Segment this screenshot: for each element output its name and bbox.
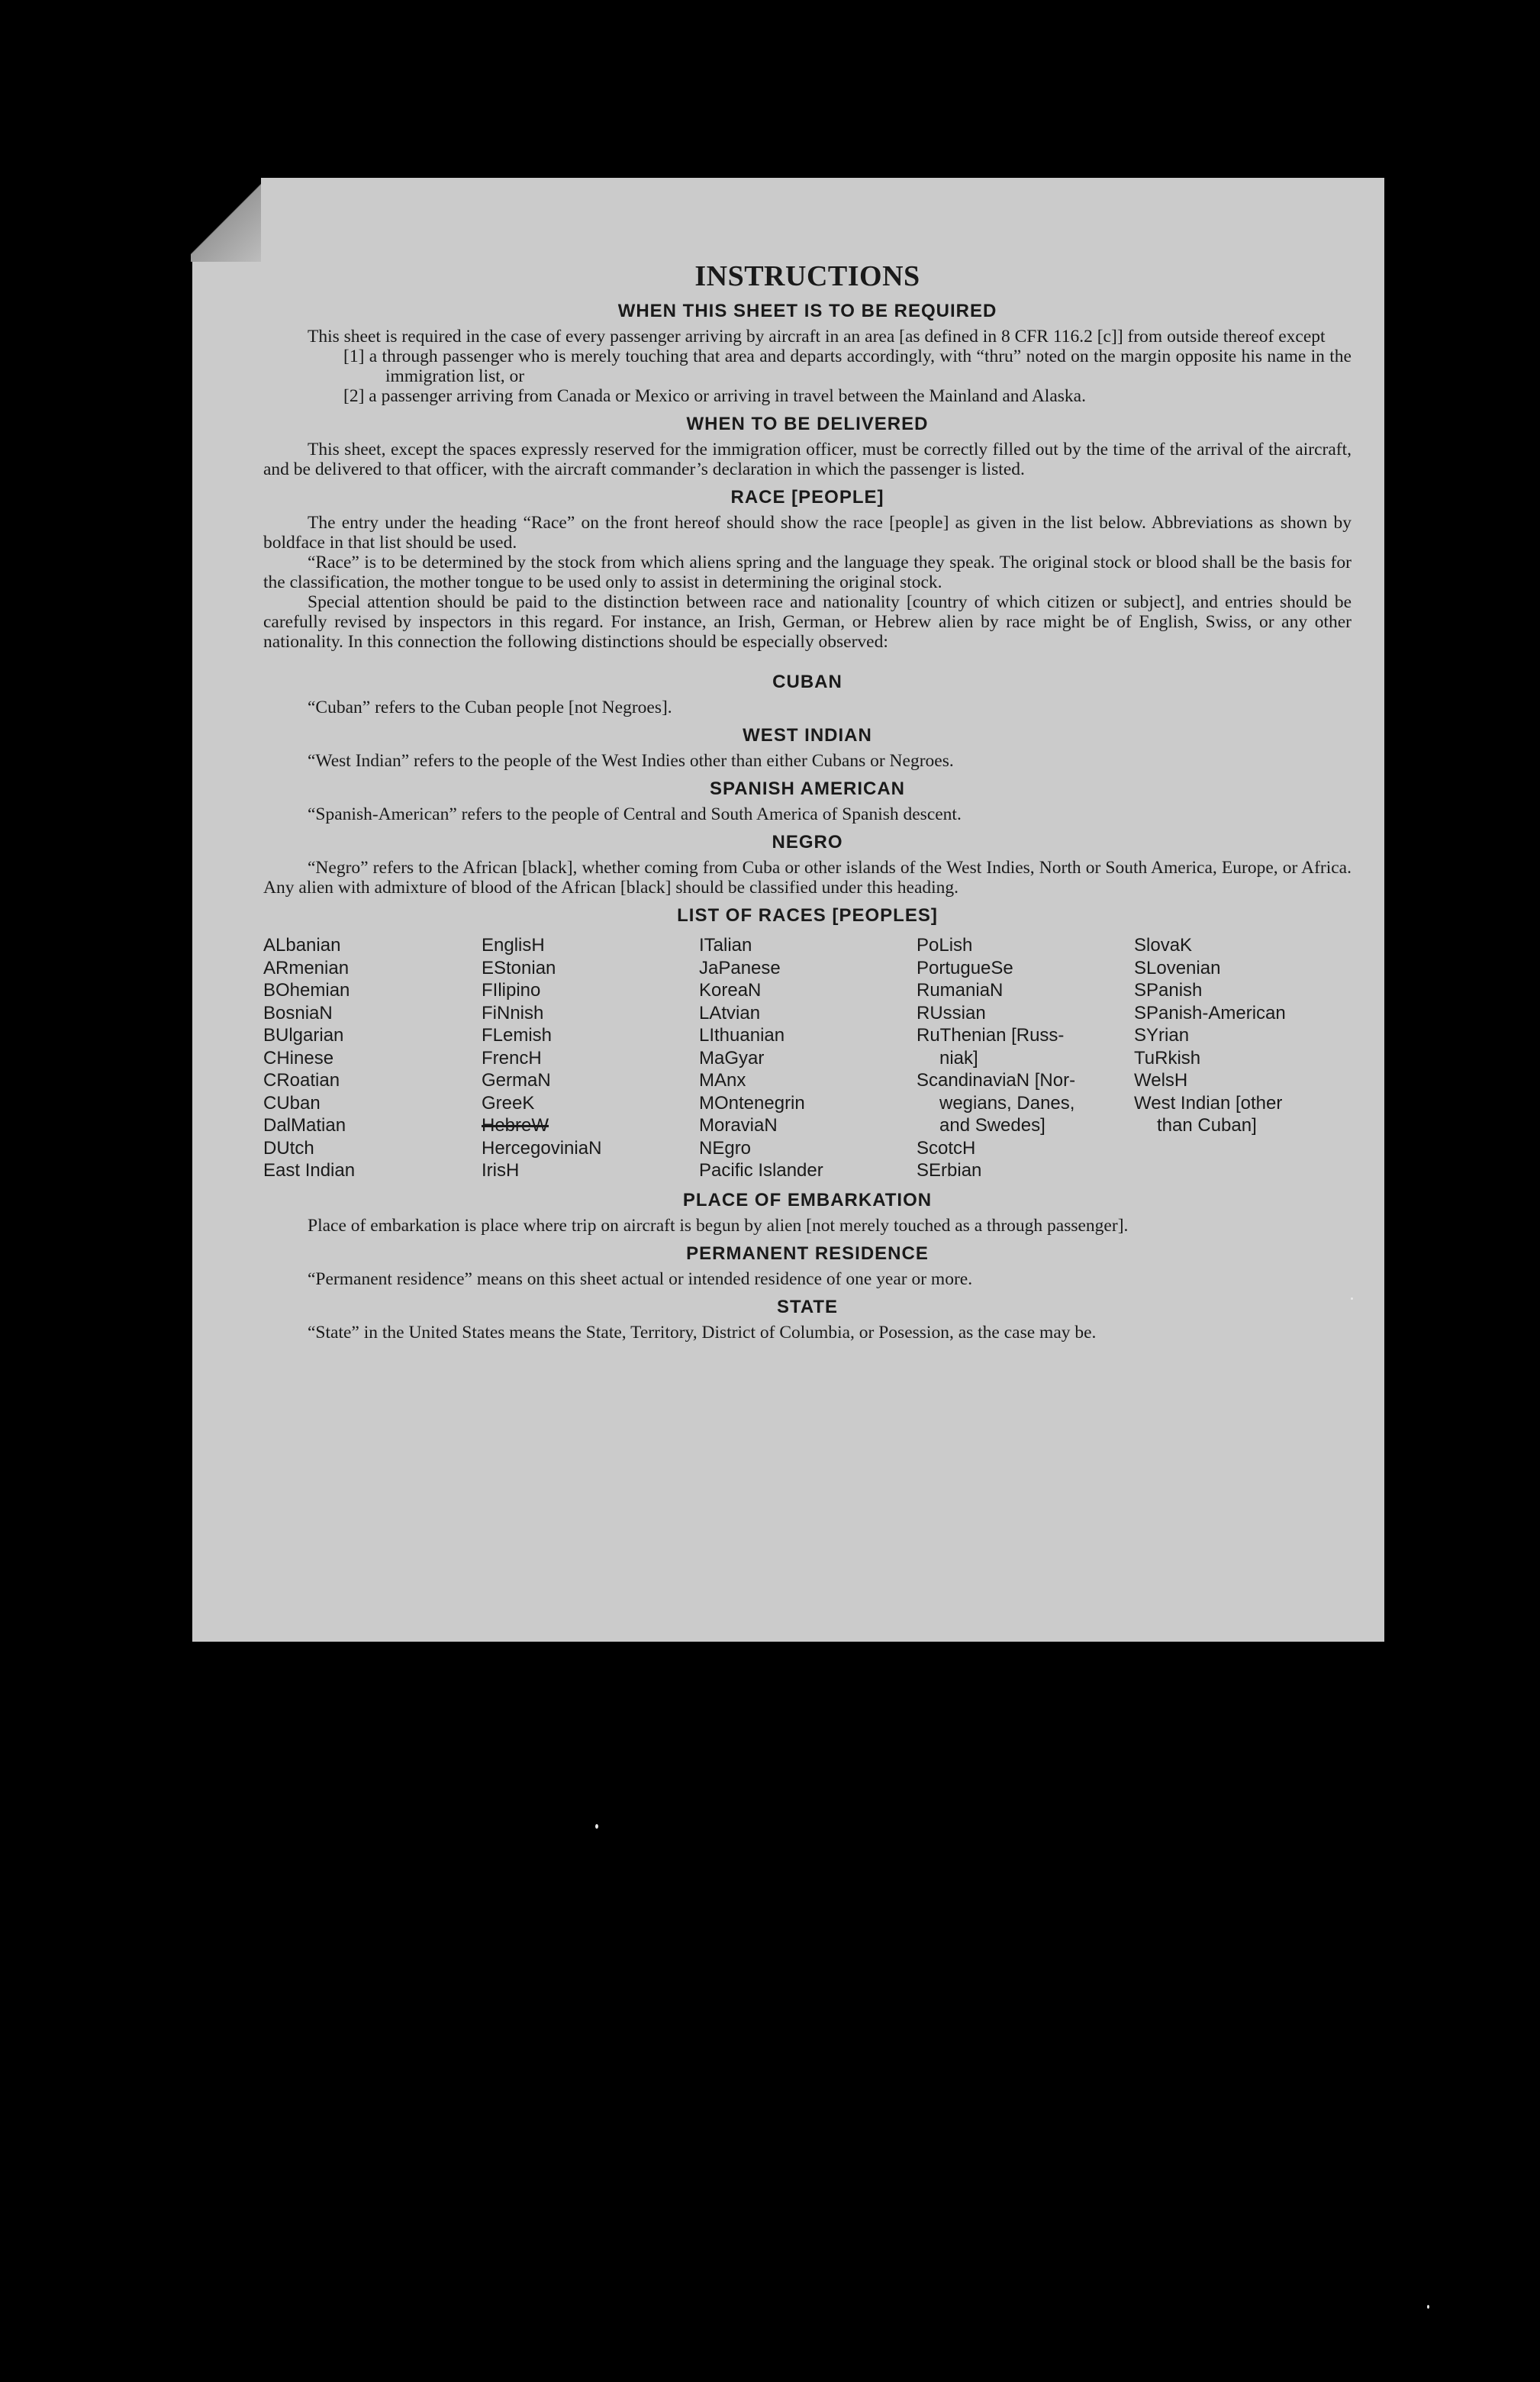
- race-item: MAnx: [699, 1070, 746, 1091]
- race-item-continued: than Cuban]: [1157, 1115, 1257, 1136]
- state-text: “State” in the United States means the State, Territory, District of Columbia, or Posession, as the case may be.: [308, 1322, 1097, 1342]
- delivered-text: This sheet, except the spaces expressly reserved for the immigration officer, must be correctly filled out by the time of the arrival of the aircraft, and be delivered to that officer, with the aircraft commander’s declaration in which the passenger is listed.: [263, 440, 1352, 479]
- race-item: GermaN: [482, 1070, 551, 1091]
- race-item: West Indian [other: [1134, 1092, 1283, 1114]
- race-item-continued: niak]: [939, 1047, 978, 1069]
- race-item: PortugueSe: [917, 957, 1013, 978]
- race-item: EnglisH: [482, 935, 545, 956]
- race-item: BosniaN: [263, 1002, 333, 1023]
- race-item: BOhemian: [263, 980, 350, 1001]
- race-item: KoreaN: [699, 980, 762, 1001]
- races-column-3: [699, 934, 917, 1182]
- heading-permanent-residence: PERMANENT RESIDENCE: [686, 1243, 929, 1264]
- required-item-2: [2] a passenger arriving from Canada or Mexico or arriving in travel between the Mainland and Alaska.: [343, 386, 1086, 406]
- race-item: BUlgarian: [263, 1025, 344, 1046]
- race-item: Pacific Islander: [699, 1160, 823, 1181]
- race-item: SPanish-American: [1134, 1002, 1286, 1023]
- race-item: LAtvian: [699, 1002, 761, 1023]
- race-paragraph-3: Special attention should be paid to the distinction between race and nationality [country of which citizen or subject], and entries should be carefully revised by inspectors in this regard. For instance, an Irish, German, or Hebrew alien by race might be of English, Swiss, or any other nationality. In this connection the following distinctions should be especially observed:: [263, 592, 1352, 652]
- heading-west-indian: WEST INDIAN: [743, 725, 872, 746]
- race-item: SYrian: [1134, 1025, 1190, 1046]
- races-column-4: [917, 934, 1134, 1182]
- heading-required: WHEN THIS SHEET IS TO BE REQUIRED: [617, 301, 997, 321]
- race-item: DUtch: [263, 1137, 314, 1159]
- race-paragraph-2: “Race” is to be determined by the stock from which aliens spring and the language they speak. The original stock or blood shall be the basis for the classification, the mother tongue to be used only to assist in determining the original stock.: [263, 553, 1352, 592]
- race-item: SlovaK: [1134, 935, 1193, 956]
- race-item: East Indian: [263, 1160, 356, 1181]
- negro-text: “Negro” refers to the African [black], whether coming from Cuba or other islands of the West Indies, North or South America, Europe, or Africa. Any alien with admixture of blood of the African [black] should be classified under this heading.: [263, 858, 1352, 898]
- residence-text: “Permanent residence” means on this sheet actual or intended residence of one year or more.: [308, 1268, 973, 1289]
- heading-delivered: WHEN TO BE DELIVERED: [686, 414, 929, 434]
- race-item: PoLish: [917, 935, 973, 956]
- race-item: HercegoviniaN: [482, 1137, 602, 1159]
- race-item: MoraviaN: [699, 1115, 778, 1136]
- heading-negro: NEGRO: [772, 832, 843, 853]
- heading-state: STATE: [776, 1296, 839, 1317]
- race-item: CRoatian: [263, 1070, 340, 1091]
- races-column-5: [1134, 934, 1352, 1182]
- heading-cuban: CUBAN: [772, 672, 842, 692]
- scan-speck: [1427, 2305, 1429, 2309]
- race-item: GreeK: [482, 1092, 535, 1114]
- race-item: FIlipino: [482, 980, 541, 1001]
- race-item-struck: HebreW: [482, 1115, 549, 1136]
- scan-speck: [595, 1824, 598, 1829]
- race-item: RuThenian [Russ-: [917, 1025, 1065, 1046]
- race-item: FrencH: [482, 1047, 542, 1069]
- race-item: FLemish: [482, 1025, 553, 1046]
- race-item: MOntenegrin: [699, 1092, 805, 1114]
- race-item: JaPanese: [699, 957, 781, 978]
- race-item: ScotcH: [917, 1137, 976, 1159]
- race-item: DalMatian: [263, 1115, 346, 1136]
- instructions-content: [263, 259, 1352, 1342]
- race-item-continued: and Swedes]: [939, 1115, 1045, 1136]
- race-item: RUssian: [917, 1002, 986, 1023]
- race-item-continued: wegians, Danes,: [939, 1092, 1075, 1114]
- race-item: IrisH: [482, 1160, 520, 1181]
- race-item: FiNnish: [482, 1002, 544, 1023]
- race-item: ITalian: [699, 935, 752, 956]
- race-item: WelsH: [1134, 1070, 1188, 1091]
- page-title: INSTRUCTIONS: [694, 260, 920, 292]
- race-item: SErbian: [917, 1160, 982, 1181]
- heading-spanish-american: SPANISH AMERICAN: [709, 778, 905, 799]
- race-item: SPanish: [1134, 980, 1203, 1001]
- race-item: CHinese: [263, 1047, 334, 1069]
- race-item: LIthuanian: [699, 1025, 785, 1046]
- west-indian-text: “West Indian” refers to the people of the West Indies other than either Cubans or Negroes.: [308, 751, 954, 771]
- cuban-text: “Cuban” refers to the Cuban people [not Negroes].: [308, 698, 672, 717]
- heading-embarkation: PLACE OF EMBARKATION: [682, 1189, 933, 1210]
- required-item-1: [1] a through passenger who is merely touching that area and departs accordingly, with “thru” noted on the margin opposite his name in the immigration list, or: [343, 347, 1352, 386]
- races-column-1: [263, 934, 482, 1182]
- race-item: RumaniaN: [917, 980, 1004, 1001]
- heading-list-of-races: LIST OF RACES [PEOPLES]: [677, 905, 938, 926]
- heading-race: RACE [PEOPLE]: [730, 487, 884, 508]
- folded-corner: [191, 178, 261, 262]
- race-item: TuRkish: [1134, 1047, 1201, 1069]
- race-item: SLovenian: [1134, 957, 1221, 978]
- required-intro: This sheet is required in the case of every passenger arriving by aircraft in an area [as defined in 8 CFR 116.2 [c]] from outside thereof except: [308, 327, 1326, 347]
- races-list: [263, 934, 1352, 1182]
- scan-speck: [1351, 1297, 1353, 1300]
- race-item: MaGyar: [699, 1047, 765, 1069]
- race-item: ScandinaviaN [Nor-: [917, 1070, 1076, 1091]
- spanish-american-text: “Spanish-American” refers to the people of Central and South America of Spanish descent.: [308, 804, 962, 824]
- races-column-2: [482, 934, 699, 1182]
- race-item: ARmenian: [263, 957, 350, 978]
- race-item: EStonian: [482, 957, 556, 978]
- race-paragraph-1: The entry under the heading “Race” on the front hereof should show the race [people] as given in the list below. Abbreviations as shown by boldface in that list should be used.: [263, 513, 1352, 553]
- race-item: NEgro: [699, 1137, 752, 1159]
- race-item: ALbanian: [263, 935, 341, 956]
- race-item: CUban: [263, 1092, 321, 1114]
- embarkation-text: Place of embarkation is place where trip on aircraft is begun by alien [not merely touched as a through passenger].: [308, 1215, 1129, 1236]
